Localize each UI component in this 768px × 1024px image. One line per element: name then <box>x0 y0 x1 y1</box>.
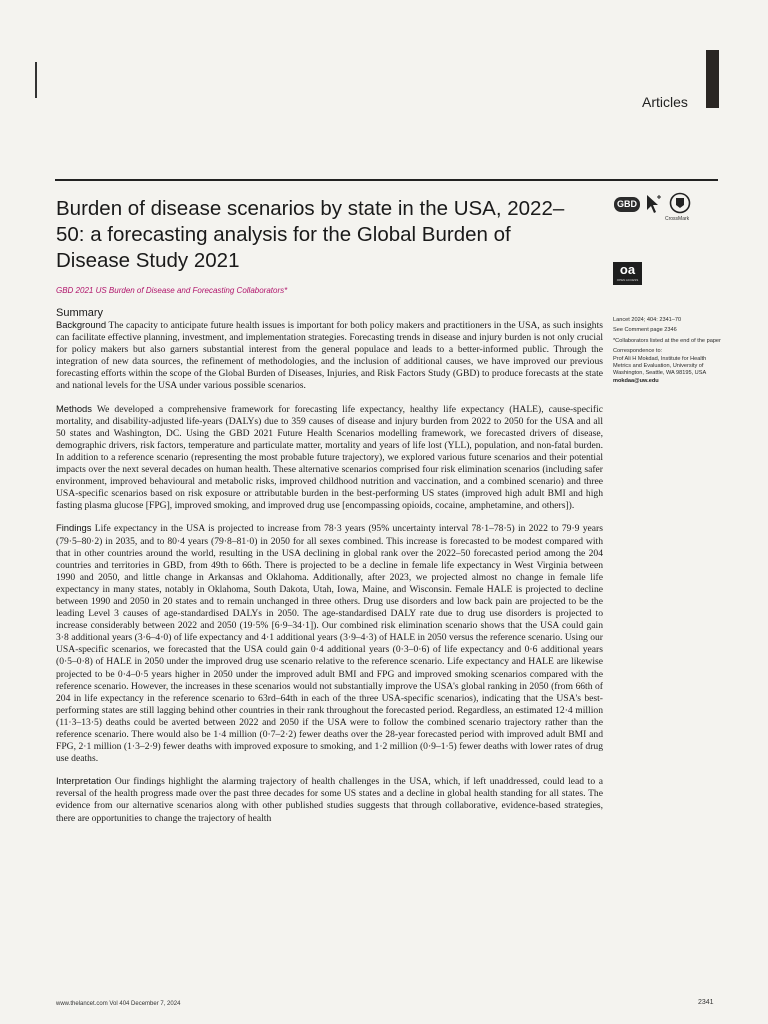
footer-journal-info: www.thelancet.com Vol 404 December 7, 2024 <box>56 1001 181 1007</box>
correspondence <box>613 348 723 385</box>
section-label: Articles <box>642 94 688 110</box>
author-group[interactable]: GBD 2021 US Burden of Disease and Forecasting Collaborators* <box>56 286 288 295</box>
gbd-logo: GBD <box>614 197 640 212</box>
citation: Lancet 2024; 404: 2341–70 <box>613 317 682 323</box>
section-label-methods: Methods <box>56 402 92 414</box>
open-access-text: oa <box>619 262 636 277</box>
correspondence-email[interactable]: mokdaa@uw.edu <box>613 377 659 384</box>
abstract-background <box>56 319 603 393</box>
page-number: 2341 <box>698 999 714 1006</box>
open-access-subtext: OPEN ACCESS <box>616 278 639 282</box>
summary-heading: Summary <box>56 307 104 319</box>
abstract-methods <box>56 403 603 513</box>
section-label-findings: Findings <box>56 522 92 534</box>
cursor-icon <box>643 193 665 215</box>
header-rule <box>55 179 718 181</box>
article-title: Burden of disease scenarios by state in the USA, 2022–50: a forecasting analysis for the Global Burden of Disease Study 2021 <box>56 197 565 272</box>
page-edge-bar <box>706 50 719 108</box>
open-access-logo <box>613 262 642 285</box>
abstract-body <box>56 319 603 835</box>
crop-mark <box>35 62 37 98</box>
section-text-background: The capacity to anticipate future health issues is important for both policy makers and practitioners in the USA, as such insights can facilitate effective planning, investment, and implementation strategies. Forecasting trends in disease and injury burden is not only crucial for policy makers but also garners substantial interest from the general populace and leads to a better-informed public. Through the integration of new data sources, the refinement of methodologies, and the inclusion of additional causes, we have improved our previous forecasting efforts within the scope of the Global Burden of Diseases, Injuries, and Risk Factors Study (GBD) to produce forecasts at the state and national levels for the USA under various possible scenarios. <box>56 320 603 392</box>
sidebar <box>613 317 723 388</box>
section-text-findings: Life expectancy in the USA is projected to increase from 78·3 years (95% uncertainty interval 78·1–78·5) in 2022 to 79·9 years (79·5–80·2) in 2035, and to 80·4 years (79·8–81·0) in 2050 for all sexes combined. This increase is forecasted to be modest compared with that in other countries around the world, resulting in the USA declining in global rank over the 2022–50 forecasted period among the 204 countries and territories in GBD, from 49th to 66th. There is projected to be a decline in female life expectancy in West Virginia between 1990 and 2050, and little change in Arkansas and Oklahoma. Additionally, after 2023, we projected almost no change in female life expectancy in many states, notably in Oklahoma, South Dakota, Utah, Iowa, Maine, and Wisconsin. Female HALE is projected to decline between 1990 and 2050 in 20 states and to remain unchanged in three others. Drug use disorders and low back pain are projected to be the leading Level 3 causes of age-standardised DALYs in 2050. The age-standardised DALY rate due to drug use disorders is projected to increase considerably between 2022 and 2050 (19·5% [6·9–34·1]). Our combined risk elimination scenario shows that the USA could gain 3·8 additional years (3·6–4·0) of life expectancy and 4·1 additional years (3·9–4·3) of HALE in 2050 versus the reference scenario. Using our USA-specific scenarios, we forecasted that the USA could gain 0·4 additional years (0·3–0·6) of life expectancy and 0·6 additional years (0·5–0·8) of HALE in 2050 under the improved drug use scenario relative to the reference scenario. Life expectancy and HALE are likewise projected to be 0·4–0·5 years higher in 2050 under the improved adult BMI and FPG and improved smoking scenarios compared with the reference scenario. However, the increases in these scenarios would not substantially improve the USA's global ranking in 2050 (from 66th of 204 in life expectancy in the reference scenario to 63rd–64th in each of the three USA-specific scenarios), indicating that the USA's best-performing states are still lagging behind other countries in their rank throughout the forecasted period. Regardless, an estimated 12·4 million (11·3–13·5) deaths could be averted between 2022 and 2050 if the USA were to follow the combined scenario trajectory rather than the reference scenario. There would also be 1·4 million (0·7–2·2) fewer deaths over the 28-year forecasted period with improved adult BMI and FPG, 2·1 million (1·3–2·9) fewer deaths with improved exposure to smoking, and 1·2 million (0·9–1·5) fewer deaths with lower rates of drug use deaths. <box>56 523 603 765</box>
section-label-interpretation: Interpretation <box>56 775 112 787</box>
section-text-interpretation: Our findings highlight the alarming trajectory of health challenges in the USA, which, if left unaddressed, could lead to a reversal of the health progress made over the past three decades for some US states and a decline in global health standing for all states. The evidence from our alternative scenarios along with other published studies suggests that through collaborative, evidence-based strategies, there are opportunities to change the trajectory of health <box>56 776 603 824</box>
correspondence-name: Prof Ali H Mokdad, Institute for Health Metrics and Evaluation, University of Washington, Seattle, WA 98195, USA <box>613 355 707 377</box>
abstract-findings <box>56 522 603 765</box>
abstract-interpretation <box>56 775 603 824</box>
comment-link[interactable]: See Comment page 2346 <box>613 327 677 334</box>
collaborators-note: *Collaborators listed at the end of the paper <box>613 337 721 344</box>
correspondence-label: Correspondence to: <box>613 348 663 355</box>
section-text-methods: We developed a comprehensive framework for forecasting life expectancy, healthy life expectancy (HALE), cause-specific mortality, and disability-adjusted life-years (DALYs) due to 359 causes of disease and injury burden from 2022 to 2050 for the USA and all 50 states and Washington, DC. Using the GBD 2021 Future Health Scenarios modelling framework, we forecasted drivers of disease, demographic drivers, risk factors, temperature and particulate matter, mortality and years of life lost (YLL), population, and non-fatal burden. In addition to a reference scenario (representing the most probable future trajectory), we explored various future scenarios and their potential impacts over the next several decades on human health. These alternative scenarios comprised four risk elimination scenarios (including safer environment, improved behavioural and metabolic risks, improved childhood nutrition and vaccination, and a combined scenario) and three USA-specific scenarios based on risk exposure or attributable burden in the best-performing US states (improved high adult BMI and high fasting plasma glucose [FPG], improved smoking, and improved drug use [encompassing opioids, cocaine, amphetamine, and others]). <box>56 403 603 512</box>
crossmark-icon[interactable] <box>669 192 691 214</box>
crossmark-label: CrossMark <box>665 216 690 222</box>
section-label-background: Background <box>56 319 107 330</box>
